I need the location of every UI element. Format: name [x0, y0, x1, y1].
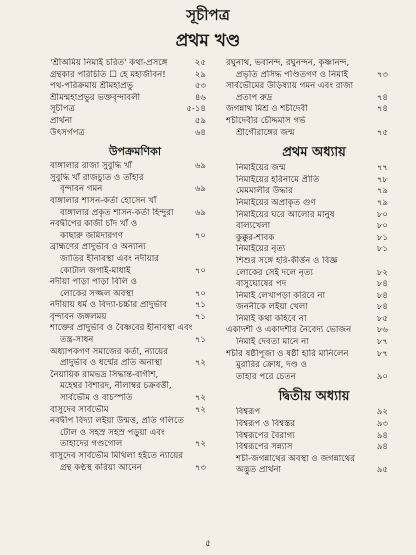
toc-entry-title: নদীয়া পাড়া পাড়া বিলি ও	[50, 277, 137, 288]
toc-entry-title: তাহার পরে চেতন	[236, 371, 296, 382]
toc-entry-title: প্রতাপ রুদ্র	[236, 92, 273, 103]
toc-entry-page: ৭২	[194, 358, 206, 369]
toc-entry-page: ৮৬	[376, 325, 388, 336]
toc-entry	[50, 128, 220, 140]
toc-entry	[226, 302, 402, 314]
toc-entry-title: লোকের সেই দলে নৃত্য	[236, 267, 313, 278]
toc-entry-title: তন্ত্র-সাধন	[60, 335, 94, 346]
toc-entry-title: নদীয়ায় ধর্ম ও বিদ্যা-চর্চ্চার প্রাদুর্ভাব	[50, 300, 168, 311]
toc-entry-title: রঘুনাথ, ভবানন্দ, রঘুনন্দন, কৃষ্ণানন্দ,	[226, 58, 350, 68]
toc-entry-page: ৯২	[376, 407, 388, 418]
toc-entry-title: অদ্ভুত প্রার্থনা	[236, 465, 282, 476]
toc-entry-title: নিমাইয়ের ঘরে আলোর মানুষ	[236, 209, 335, 220]
toc-entry	[50, 347, 220, 359]
toc-entry	[50, 323, 220, 335]
toc-entry-page: ৬৪	[194, 127, 206, 138]
toc-entry-page: ৮১	[376, 244, 388, 255]
toc-entry	[50, 93, 220, 105]
toc-entry	[50, 312, 220, 324]
toc-entry	[226, 244, 402, 256]
upakram-list	[50, 161, 220, 474]
toc-entry-title: নিমাইয়ের জন্ম	[236, 163, 286, 174]
toc-entry	[50, 231, 220, 243]
toc-entry-page: ৭৩	[376, 69, 388, 80]
toc-entry	[50, 289, 220, 301]
chapter1-heading: প্রথম অধ্যায়	[282, 145, 346, 161]
toc-entry-title: গ্রন্থকার পরিচিতি ☐ হে মহাজীবন!	[50, 69, 166, 80]
toc-entry-page: ৭৪	[376, 104, 388, 115]
toc-entry-page: ৮৪	[376, 279, 388, 290]
toc-entry	[50, 451, 220, 463]
toc-entry-title: নৈয়ায়িক রামভদ্র সিদ্ধান্ত-বাগীশ,	[50, 369, 159, 380]
toc-entry-title: সূচীপত্র	[50, 104, 75, 115]
toc-entry	[226, 372, 402, 384]
toc-entry-title: নিমাই লেখাপড়া করিবে না	[236, 290, 326, 301]
toc-entry-page: ২৫	[194, 58, 206, 68]
toc-entry-page: ৯৩	[376, 419, 388, 430]
toc-entry	[50, 266, 220, 278]
toc-entry-title: তাহাদের গণ্ডগোল	[60, 439, 123, 450]
toc-entry-page: ২৯	[194, 69, 206, 80]
toc-entry	[50, 81, 220, 93]
toc-entry-title: কাছারু জমিদারগণ	[60, 230, 124, 241]
toc-entry	[50, 104, 220, 116]
toc-entry-page: ৭২	[194, 439, 206, 450]
toc-entry-page: ৪৬	[194, 92, 206, 103]
toc-entry-title: বাঙ্গালার প্রকৃত শাসন-কর্তা হিন্দুরা	[60, 207, 174, 218]
toc-entry-page: ৭২	[194, 393, 206, 404]
toc-entry	[50, 370, 220, 382]
toc-entry	[50, 381, 220, 393]
toc-entry	[226, 81, 402, 93]
toc-entry	[226, 233, 402, 245]
toc-entry	[50, 358, 220, 370]
toc-entry-page: ৮১	[376, 232, 388, 243]
toc-entry-title: নিমাইয়ের নৃত্য	[236, 244, 286, 255]
toc-entry	[226, 431, 402, 443]
toc-entry-page: ৬৯	[194, 207, 206, 218]
toc-entry-title: নিমাই দেবতা মানে না	[236, 337, 309, 348]
toc-entry	[226, 360, 402, 372]
toc-entry-page: ৭১	[194, 335, 206, 346]
toc-entry-title: জননীকে লইয়া খেলা	[236, 302, 308, 313]
toc-entry-title: অধ্যাপকগণ সমাজের কর্তা, ন্যায়ের	[50, 346, 168, 357]
toc-entry	[226, 221, 402, 233]
toc-entry	[50, 428, 220, 440]
toc-entry-title: বাঙ্গালার রাজা সুবুদ্ধি খাঁ	[50, 161, 133, 172]
toc-entry-title: সুবুদ্ধি খাঁ রাজচ্যুত ও তাঁহার	[50, 172, 144, 183]
toc-entry-page: ৭৪	[376, 92, 388, 103]
toc-entry-page: ৮৭	[376, 348, 388, 359]
toc-entry	[226, 314, 402, 326]
toc-entry	[226, 70, 402, 82]
toc-entry-title: বাসুদেব সার্বভৌম	[50, 404, 109, 415]
right-top-list	[226, 58, 402, 139]
toc-entry-title: প্রভৃতি প্রসিদ্ধ পণ্ডিতগণ ও নিমাই	[236, 69, 349, 80]
toc-entry-page: ৮২	[376, 267, 388, 278]
toc-entry	[50, 219, 220, 231]
toc-entry	[50, 161, 220, 173]
toc-entry	[226, 268, 402, 280]
toc-entry-title: নিমাইয়ের অপ্রাকৃত গুণ	[236, 197, 316, 208]
toc-entry-page: ৭৯	[376, 186, 388, 197]
toc-entry	[50, 416, 220, 428]
toc-entry-title: শচী-জগন্নাথের অবস্থা ও জগন্নাথের	[236, 453, 355, 464]
toc-entry-page: ৮৫	[376, 313, 388, 324]
toc-entry-title: বিশ্বরূপ	[236, 407, 261, 418]
toc-entry	[226, 186, 402, 198]
toc-entry-page: ৮৪	[376, 290, 388, 301]
left-top-list	[50, 58, 220, 139]
toc-entry-title: কুক্কুর-শাবক	[236, 232, 275, 243]
toc-entry	[226, 454, 402, 466]
toc-entry	[50, 277, 220, 289]
toc-entry-page: ৮০	[376, 209, 388, 220]
toc-entry	[50, 184, 220, 196]
toc-entry	[50, 463, 220, 475]
toc-entry-page: ৮৪	[376, 302, 388, 313]
toc-entry-title: বাল্যখেলা	[236, 221, 271, 232]
toc-entry	[226, 104, 402, 116]
toc-entry	[226, 58, 402, 70]
toc-entry-title: বাসুদেব সার্বভৌম মিথিলা হইতে ন্যায়ের	[50, 451, 184, 461]
toc-entry-page: ৭২	[194, 404, 206, 415]
toc-entry-page: ৭৭	[376, 163, 388, 174]
toc-entry-page: ৫-১৪	[186, 104, 206, 115]
toc-entry-title: বিশ্বরূপ ও বিশ্বস্তর	[236, 419, 296, 430]
toc-entry-title: মেমমালীর উদ্ধার	[236, 186, 293, 197]
toc-entry-title: বৃন্দাবন গমন	[60, 184, 103, 195]
toc-entry-page: ৯০	[376, 371, 388, 382]
toc-entry-title: বিশ্বরূপের সন্ন্যাস	[236, 442, 293, 453]
toc-entry-title: মুরারির ক্রোধ, দণ্ড ও	[236, 360, 307, 371]
upakram-heading: উপক্রমণিকা	[108, 145, 162, 159]
toc-entry	[226, 291, 402, 303]
toc-entry	[226, 419, 402, 431]
toc-entry-page: ৭৯	[376, 197, 388, 208]
toc-entry-title: 'শ্রীঅমিয় নিমাই চরিত' কথা-প্রসঙ্গে	[50, 58, 168, 68]
chapter1-list	[226, 163, 402, 383]
toc-entry-title: জাতির হীনাবস্থা এবং নদীয়ার	[60, 253, 159, 264]
part-title: প্রথম খণ্ড	[175, 31, 241, 51]
toc-entry	[50, 393, 220, 405]
toc-entry-title: গ্রন্থ কণ্ঠস্থ করিয়া আনেন	[60, 462, 142, 473]
toc-entry	[50, 254, 220, 266]
toc-entry-title: বৃন্দাবন জঙ্গলময়	[50, 311, 107, 322]
toc-entry-title: নবদ্বীপের কাজী চাঁদ খাঁ ও	[50, 219, 138, 230]
toc-entry-title: সার্বভৌমের উড়িষ্যায় গমন এবং রাজা	[226, 81, 354, 92]
toc-entry-page: ৬৯	[194, 184, 206, 195]
toc-entry-page: ৭৩	[194, 462, 206, 473]
chapter2-heading: দ্বিতীয় অধ্যায়	[278, 389, 350, 405]
left-column	[50, 58, 220, 474]
toc-entry	[50, 405, 220, 417]
toc-entry	[50, 208, 220, 220]
toc-entry	[226, 256, 402, 268]
toc-entry-title: সার্বভৌম ও বাচস্পতি	[60, 393, 133, 404]
toc-entry-title: প্রার্থনা	[50, 115, 73, 126]
toc-entry-title: কোটাল জগাই-মাধাই	[60, 265, 131, 276]
toc-entry	[50, 58, 220, 70]
toc-entry-title: মহেশ্বর বিশারদ, নীলাম্বর চক্রবর্ত্তী,	[60, 381, 172, 392]
toc-entry	[226, 175, 402, 187]
toc-entry	[226, 93, 402, 105]
toc-entry-page: ৬৯	[194, 161, 206, 172]
toc-entry	[226, 325, 402, 337]
toc-entry	[226, 279, 402, 291]
toc-entry	[50, 70, 220, 82]
toc-entry	[50, 116, 220, 128]
toc-entry-page: ৭০	[194, 265, 206, 276]
toc-entry-title: শাক্তের প্রাদুর্ভাব ও বৈষ্ণবের হীনাবস্থা এবং	[50, 323, 193, 334]
toc-entry-title: উৎসর্গপত্র	[50, 127, 85, 138]
toc-entry	[226, 198, 402, 210]
toc-entry-title: নিমাই কথা কহিবে না	[236, 313, 307, 324]
toc-entry-title: নিমাইয়ের হরিনামে প্রীতি	[236, 174, 320, 185]
toc-entry-title: শ্রীমন্মহাপ্রভুর ভক্তবৃন্দাবলী	[50, 92, 141, 103]
toc-entry	[50, 173, 220, 185]
toc-entry-page: ৯৫	[376, 465, 388, 476]
toc-entry-page: ৯৪	[376, 442, 388, 453]
toc-entry	[226, 116, 402, 128]
toc-entry-page: ৭১	[194, 311, 206, 322]
toc-entry-page: ৭৫	[376, 127, 388, 138]
toc-entry-page: ৫৩	[194, 81, 206, 92]
toc-entry	[226, 465, 402, 477]
toc-entry	[226, 407, 402, 419]
toc-entry-title: শচীর ষষ্ঠীপূজা ও ষষ্ঠী হারি মানিলেন	[226, 348, 349, 359]
toc-entry-title: বিশ্বরূপের বৈরাগ্য	[236, 430, 295, 441]
toc-entry	[50, 300, 220, 312]
toc-entry-page: ৮০	[376, 221, 388, 232]
chapter2-list	[226, 407, 402, 477]
toc-entry-page: ৮৭	[376, 337, 388, 348]
toc-entry	[226, 210, 402, 222]
toc-entry-page: ৭০	[194, 230, 206, 241]
page-number: ৫	[205, 539, 211, 549]
toc-entry	[50, 196, 220, 208]
toc-entry	[226, 337, 402, 349]
toc-entry	[226, 128, 402, 140]
toc-entry-title: ব্রাহ্মণের প্রাদুর্ভাব ও অন্যান্য	[50, 242, 146, 253]
toc-entry-page: ৯৪	[376, 430, 388, 441]
right-column	[226, 58, 402, 477]
toc-entry-page: ৭৮	[376, 174, 388, 185]
toc-entry-title: নবদ্বীপ বিদ্যা লইয়া উন্মত্ত, প্রতি গলিতে	[50, 416, 184, 427]
toc-entry	[50, 335, 220, 347]
toc-entry-title: শ্রীগৌরাঙ্গের জন্ম	[236, 127, 295, 138]
toc-entry	[50, 439, 220, 451]
toc-entry-title: বাসুঘোষের পদ	[236, 279, 287, 290]
toc-entry	[226, 442, 402, 454]
toc-entry-title: একাদশী ও একাদশীর নৈবেদ্য ভোজন	[226, 325, 352, 336]
toc-entry-title: লোকের সজ্জল অবস্থা	[60, 288, 134, 299]
toc-entry	[226, 349, 402, 361]
toc-entry-title: টোল ও সহস্র সহস্র পড়ুয়া এবং	[60, 427, 165, 438]
toc-entry-page: ৫৯	[194, 115, 206, 126]
toc-entry	[226, 163, 402, 175]
toc-entry-title: বাঙ্গালার শাসন-কর্তা হোসেন খাঁ	[50, 195, 157, 206]
toc-entry-title: জগন্নাথ মিশ্র ও শচীদেবী	[226, 104, 308, 115]
toc-entry-title: শচীদেবীর চৌদ্দমাস গর্ভ	[226, 115, 306, 126]
toc-entry-title: প্রাদুর্ভাব ও ধর্ম্মের প্রতি অনাস্থা	[60, 358, 163, 369]
page-title: সূচীপত্র	[186, 6, 230, 24]
toc-entry-title: পথ-পরিক্রমায় শ্রীমহাপ্রভু	[50, 81, 134, 92]
toc-entry	[50, 242, 220, 254]
toc-entry-title: শিশুর সঙ্গে হরি-কীর্ত্তন ও বিজ্ঞ	[236, 255, 338, 266]
toc-entry-page: ৭১	[194, 300, 206, 311]
toc-entry-page: ৭০	[194, 288, 206, 299]
